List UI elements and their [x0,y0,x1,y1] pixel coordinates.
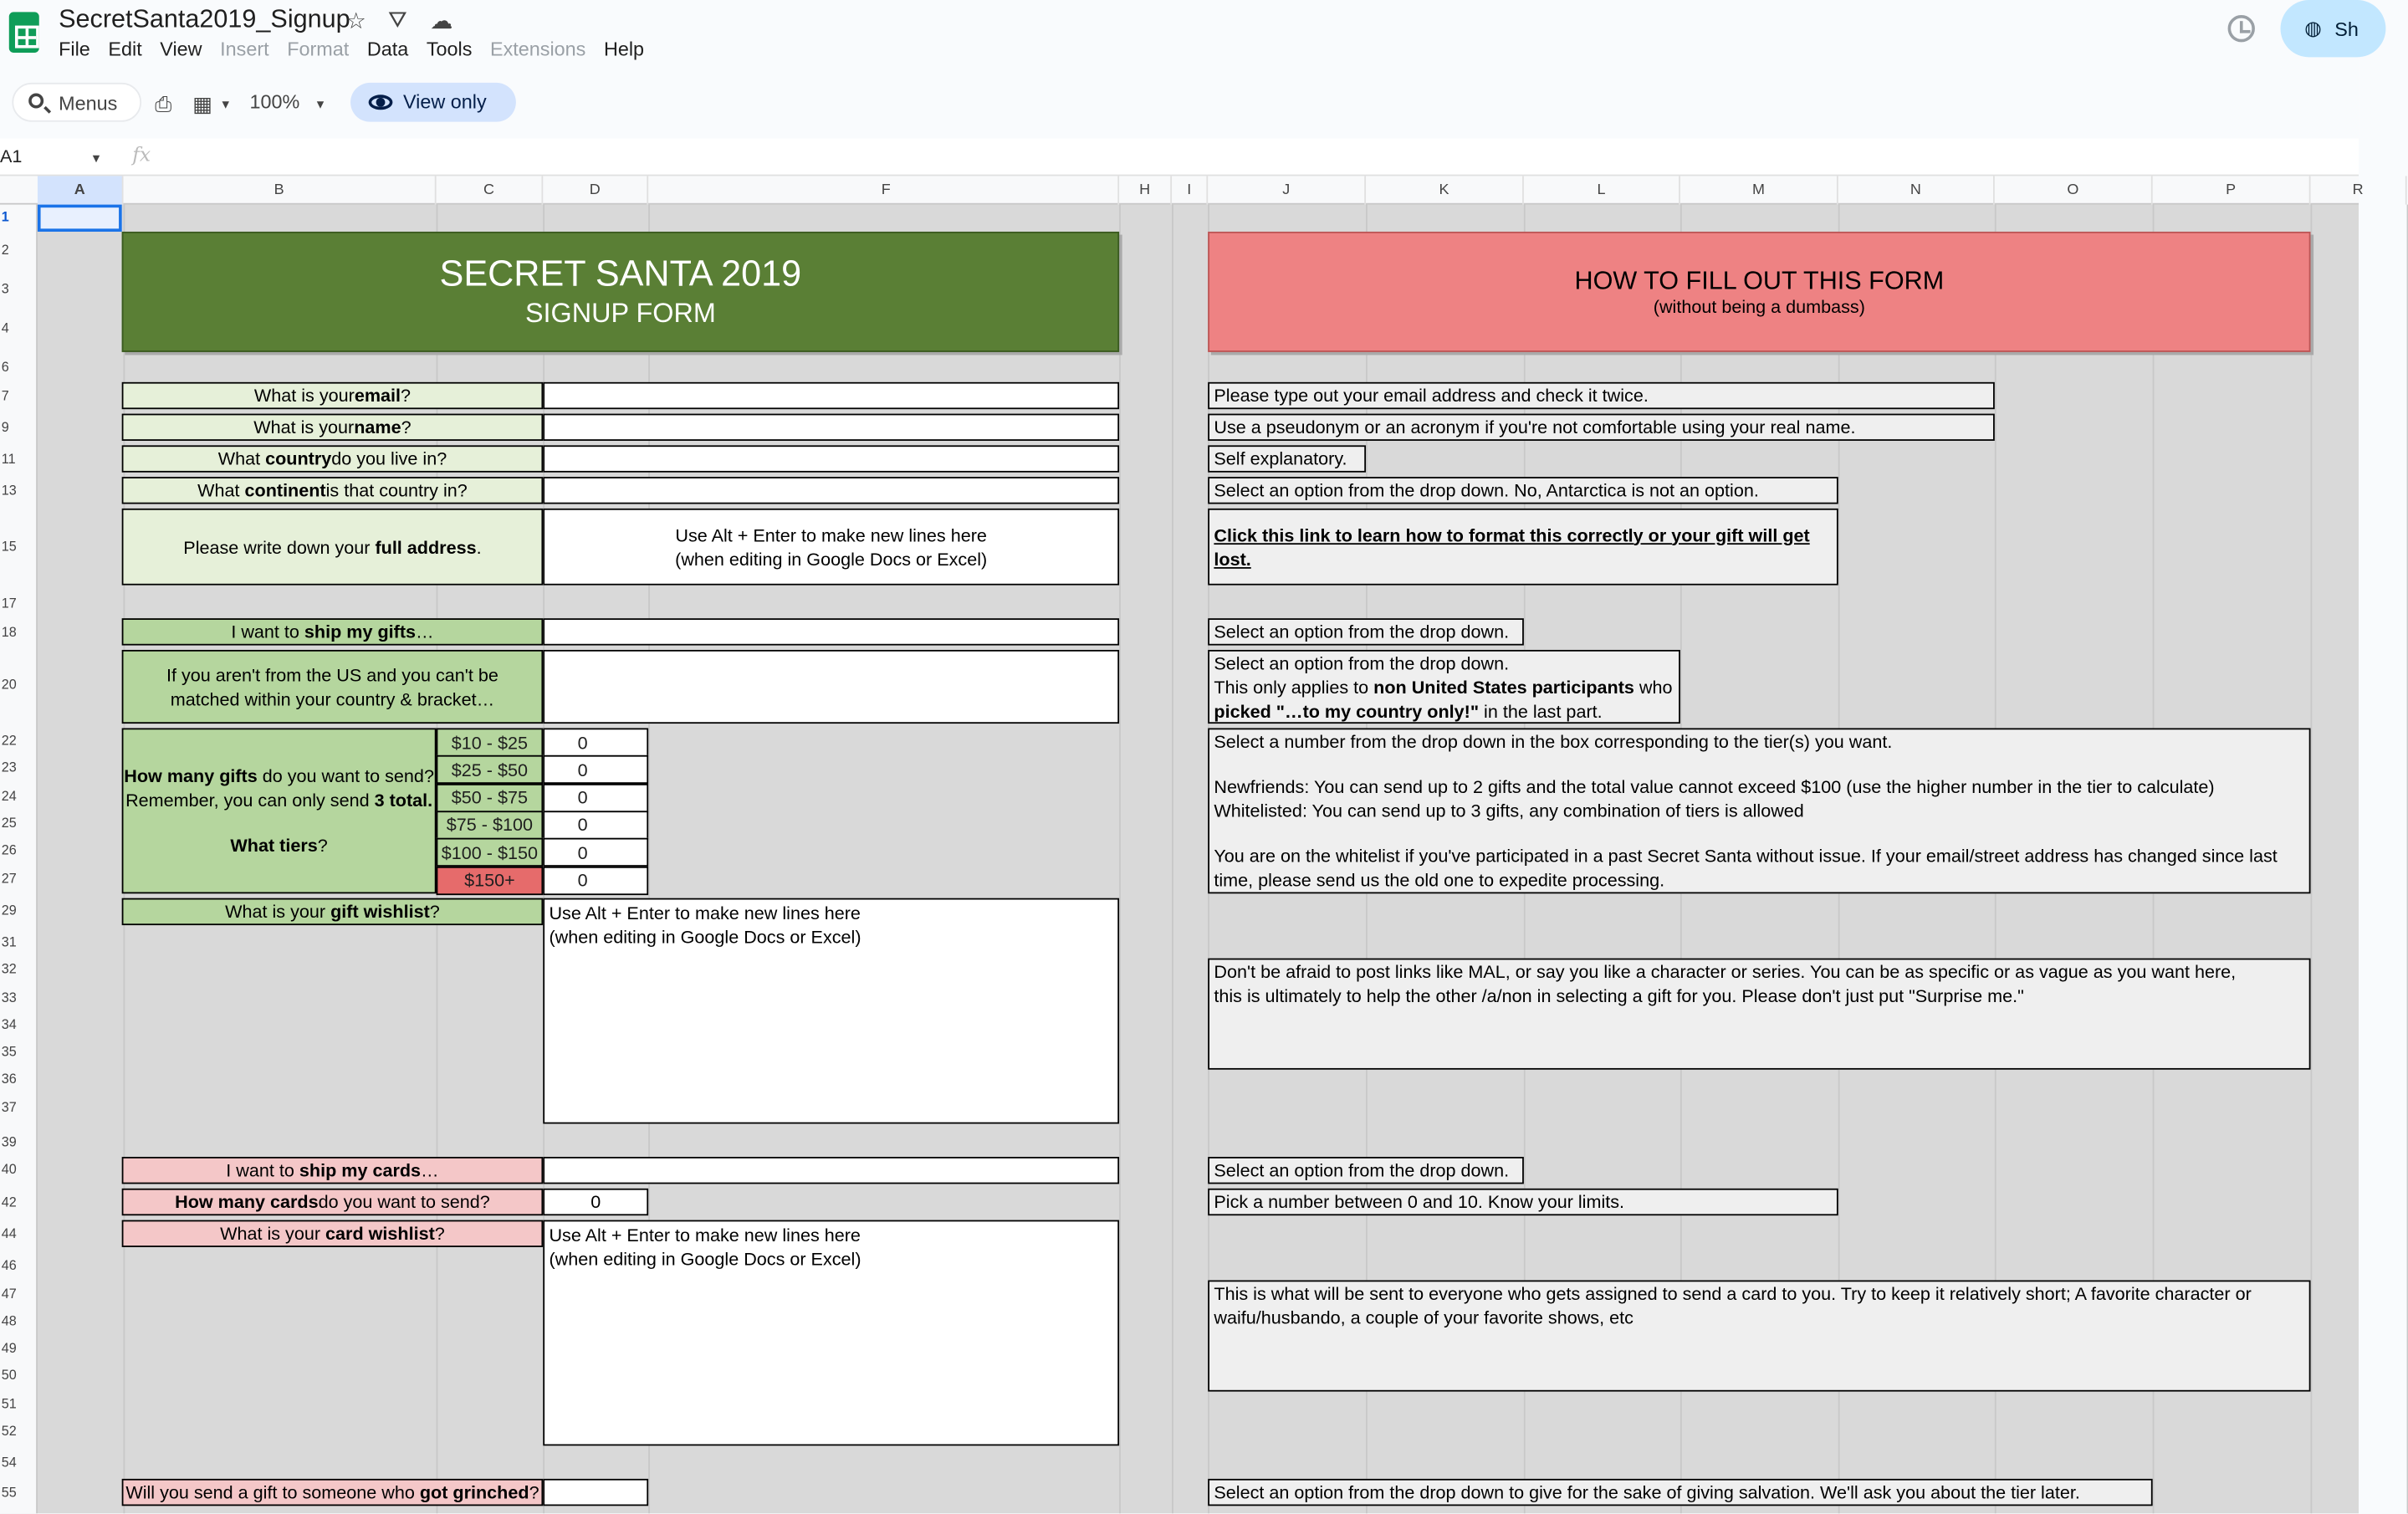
input-email[interactable] [543,382,1119,409]
zoom-select[interactable]: 100% [249,90,300,113]
tier-label: $150+ [437,866,544,894]
cloud-status-icon[interactable]: ☁ [430,8,453,35]
tier-label: $100 - $150 [437,838,544,867]
column-headers [0,176,2364,204]
search-icon [28,94,43,109]
tier-value-select[interactable]: 0 [543,811,648,839]
eye-icon [369,95,393,110]
label-ship-gifts: I want to ship my gifts … [122,618,544,645]
help-not-us: Select an option from the drop down. This only applies to non United States participants who picked "…to my country only!" in the last part. [1208,650,1680,724]
tier-label: $50 - $75 [437,783,544,811]
menu-help[interactable]: Help [603,37,645,60]
select-not-us[interactable] [543,650,1119,724]
row-header-23[interactable]: 23 [1,760,17,775]
banner-subtitle: SIGNUP FORM [524,298,716,329]
row-header-17[interactable]: 17 [1,596,17,611]
howto-banner [1208,232,2310,352]
row-header-29[interactable]: 29 [1,903,17,918]
input-card-wishlist[interactable]: Use Alt + Enter to make new lines here (when editing in Google Docs or Excel) [543,1220,1119,1446]
row-header-49[interactable]: 49 [1,1340,17,1356]
menu-insert[interactable]: Insert [220,37,269,60]
help-how-many-cards: Pick a number between 0 and 10. Know your limits. [1208,1189,1838,1215]
menu-file[interactable]: File [59,37,90,60]
input-country[interactable] [543,445,1119,472]
fx-icon: fx [132,144,151,167]
input-continent[interactable] [543,477,1119,504]
menu-edit[interactable]: Edit [108,37,142,60]
tier-value-select[interactable]: 0 [543,866,648,894]
row-header-46[interactable]: 46 [1,1257,17,1273]
share-button[interactable] [2281,0,2386,57]
menu-view[interactable]: View [160,37,202,60]
row-header-35[interactable]: 35 [1,1044,17,1060]
row-header-18[interactable]: 18 [1,624,17,640]
version-history-icon[interactable] [2228,15,2255,42]
tier-label: $75 - $100 [437,811,544,839]
name-box-chevron-icon[interactable]: ▼ [89,151,103,166]
row-header-20[interactable]: 20 [1,677,17,693]
search-menus-input[interactable] [12,83,141,122]
row-header-4[interactable]: 4 [1,320,9,336]
tier-value-select[interactable]: 0 [543,755,648,784]
row-header-6[interactable]: 6 [1,359,9,375]
input-name[interactable] [543,414,1119,441]
row-header-2[interactable]: 2 [1,242,9,258]
select-how-many-cards[interactable]: 0 [543,1189,648,1215]
row-header-54[interactable]: 54 [1,1455,17,1471]
star-icon[interactable]: ☆ [345,8,366,35]
menu-extensions[interactable]: Extensions [490,37,586,60]
tier-value-select[interactable]: 0 [543,838,648,867]
row-header-22[interactable]: 22 [1,732,17,748]
view-only-button[interactable] [350,83,516,122]
row-header-25[interactable]: 25 [1,815,17,831]
label-grinched: Will you send a gift to someone who got grinched ? [122,1479,544,1506]
column-header-n[interactable]: N [1838,176,1995,204]
row-header-9[interactable]: 9 [1,419,9,435]
row-header-40[interactable]: 40 [1,1161,17,1177]
select-grinched[interactable] [543,1479,648,1506]
row-header-47[interactable]: 47 [1,1286,17,1302]
column-header-d[interactable]: D [543,176,648,204]
row-header-11[interactable]: 11 [1,451,16,467]
help-country: Self explanatory. [1208,445,1366,472]
help-name: Use a pseudonym or an acronym if you're not comfortable using your real name. [1208,414,1995,441]
zoom-chevron-down-icon[interactable]: ▼ [314,97,327,112]
column-header-a[interactable]: A [38,176,124,204]
row-header-34[interactable]: 34 [1,1016,17,1032]
help-ship-gifts: Select an option from the drop down. [1208,618,1524,645]
chevron-down-icon[interactable]: ▼ [219,97,232,112]
formula-bar [0,138,2359,176]
help-ship-cards: Select an option from the drop down. [1208,1157,1524,1184]
help-continent: Select an option from the drop down. No, Antarctica is not an option. [1208,477,1838,504]
help-card-wishlist: This is what will be sent to everyone who gets assigned to send a card to you. Try to keep it relatively short; A favorite character or waifu/husbando, a couple of your favorite shows, etc [1208,1281,2310,1392]
row-header-42[interactable]: 42 [1,1194,17,1210]
column-header-b[interactable]: B [123,176,436,204]
select-ship-gifts[interactable] [543,618,1119,645]
view-only-label: View only [402,90,487,113]
row-header-26[interactable]: 26 [1,842,17,858]
column-header-i[interactable]: I [1172,176,1208,204]
row-header-55[interactable]: 55 [1,1485,17,1501]
row-header-48[interactable]: 48 [1,1313,17,1329]
sheets-logo-icon[interactable] [9,12,39,53]
select-ship-cards[interactable] [543,1157,1119,1184]
format-icon[interactable]: ▦ [192,91,213,116]
grid-line [2310,205,2312,1514]
label-how-many-cards: How many cards do you want to send? [122,1189,544,1215]
label-how-many-gifts: How many gifts do you want to send? Remember, you can only send 3 total. What tiers? [122,728,437,893]
row-header-13[interactable]: 13 [1,483,17,499]
help-email: Please type out your email address and check it twice. [1208,382,1995,409]
document-title[interactable]: SecretSanta2019_Signup [59,4,350,33]
grid-line [1172,205,1173,1514]
label-email: What is your email ? [122,382,544,409]
row-header-39[interactable]: 39 [1,1134,17,1150]
banner-title: SECRET SANTA 2019 [439,253,802,295]
help-wishlist: Don't be afraid to post links like MAL, or say you like a character or series. You can be as specific or as vague as you want here, this is ultimately to help the other /a/non in selecting a gift for you. Please don't just put "Surprise me." [1208,959,2310,1070]
row-header-44[interactable]: 44 [1,1225,17,1241]
row-header-15[interactable]: 15 [1,538,17,554]
row-header-37[interactable]: 37 [1,1099,17,1115]
grid-line [1119,205,1121,1514]
row-headers [0,205,38,1514]
column-header-o[interactable]: O [1995,176,2153,204]
label-address: Please write down your full address . [122,509,544,586]
row-header-51[interactable]: 51 [1,1396,17,1411]
menu-format[interactable]: Format [287,37,350,60]
signup-banner [122,232,1119,352]
row-header-50[interactable]: 50 [1,1367,17,1383]
row-header-36[interactable]: 36 [1,1071,17,1087]
menus-label: Menus [59,91,118,115]
column-header-l[interactable]: L [1524,176,1680,204]
column-header-r[interactable]: R [2310,176,2406,204]
howto-title: HOW TO FILL OUT THIS FORM [1574,266,1945,295]
row-header-31[interactable]: 31 [1,933,17,949]
menu-data[interactable]: Data [366,37,409,60]
menu-tools[interactable]: Tools [426,37,473,60]
globe-icon: ◍ [2304,16,2322,39]
label-country: What country do you live in? [122,445,544,472]
tier-label: $25 - $50 [437,755,544,784]
share-label: Sh [2334,18,2359,41]
selected-cell-a1[interactable] [38,205,122,232]
row-header-1[interactable]: 1 [1,208,9,224]
label-gift-wishlist: What is your gift wishlist ? [122,898,544,925]
column-header-c[interactable]: C [437,176,544,204]
row-header-3[interactable]: 3 [1,281,9,297]
help-tiers: Select a number from the drop down in the box corresponding to the tier(s) you want. Newfriends: You can send up to 2 gifts and the total value cannot exceed $100 (use the higher number in the tier to calculate) Whitelisted: You can send up to 3 gifts, any combination of tiers is allowed You are on the whitelist if you've participated in a past Secret Santa without issue. If your email/street address has changed since last time, please send us the old one to expedite processing. [1208,728,2310,893]
tier-label: $10 - $25 [437,728,544,756]
column-header-h[interactable]: H [1119,176,1172,204]
row-header-27[interactable]: 27 [1,871,17,887]
column-header-f[interactable]: F [654,176,1119,204]
column-header-p[interactable]: P [2153,176,2311,204]
print-icon[interactable]: ⎙ [155,91,172,116]
label-name: What is your name ? [122,414,544,441]
name-box[interactable]: A1 [0,146,23,167]
label-continent: What continent is that country in? [122,477,544,504]
row-header-52[interactable]: 52 [1,1423,17,1439]
row-header-24[interactable]: 24 [1,788,17,804]
tier-value-select[interactable]: 0 [543,728,648,756]
help-grinched: Select an option from the drop down to give for the sake of giving salvation. We'll ask you about the tier later. [1208,1479,2152,1506]
column-header-k[interactable]: K [1366,176,1524,204]
column-header-m[interactable]: M [1680,176,1838,204]
menu-bar [59,38,662,64]
label-ship-cards: I want to ship my cards … [122,1157,544,1184]
row-header-32[interactable]: 32 [1,961,17,977]
input-gift-wishlist[interactable]: Use Alt + Enter to make new lines here (when editing in Google Docs or Excel) [543,898,1119,1124]
column-header-j[interactable]: J [1208,176,1366,204]
move-to-drive-icon[interactable]: ⛛ [388,7,407,33]
row-header-7[interactable]: 7 [1,388,9,403]
howto-subtitle: (without being a dumbass) [1653,296,1865,318]
input-address[interactable]: Use Alt + Enter to make new lines here (when editing in Google Docs or Excel) [543,509,1119,586]
tier-value-select[interactable]: 0 [543,783,648,811]
row-header-33[interactable]: 33 [1,990,17,1005]
help-address-link[interactable]: Click this link to learn how to format this correctly or your gift will get lost. [1208,509,1838,586]
label-not-us: If you aren't from the US and you can't be matched within your country & bracket… [122,650,544,724]
label-card-wishlist: What is your card wishlist ? [122,1220,544,1247]
